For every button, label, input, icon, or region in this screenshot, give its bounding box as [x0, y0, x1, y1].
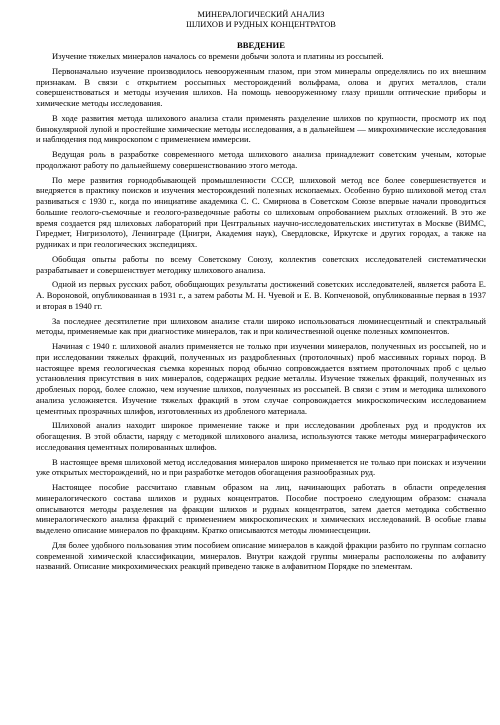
paragraph: Обобщая опыты работы по всему Советскому Союзу, коллектив советских исследователей систематически разрабатывает и совершенствует методику шлихового анализа.: [36, 253, 486, 275]
paragraph: За последнее десятилетие при шлиховом анализе стали широко использоваться люминесцентный и спектральный методы, применяемые как при диагностике минералов, так и при количественной оценке полезных компонентов.: [36, 315, 486, 337]
paragraph: Шлиховой анализ находит широкое применение также и при исследовании дробленых руд и продуктов их обогащения. В этой области, наряду с методикой шлихового анализа, используются также методы минераграфического исследования цементных полированных шлифов.: [36, 420, 486, 452]
paragraph: По мере развития горнодобывающей промышленности СССР, шлиховой метод все более совершенствуется и внедряется в практику поисков и изучения месторождений полезных ископаемых. Особенно бурно шлиховой метод стал развиваться с 1930 г., когда по инициативе академика С. С. Смирнова в Советском Союзе впервые начали проводиться большие геолого-съемочные и геолого-разведочные работы со шлиховым опробованием рыхлых отложений. В это же время создается ряд шлиховых лабораторий при Центральных научно-исследовательских институтах в Москве (ВИМС, Гиредмет, Нигризолото), Ленинграде (Цнигри, Академия наук), Свердловске, Иркутске и других городах, а также на рудниках и при геологических экспедициях.: [36, 174, 486, 249]
paragraph: Для более удобного пользования этим пособием описание минералов в каждой фракции разбито по группам согласно современной химической классификации, минералов. Внутри каждой группы минералы расположены по алфавиту названий. Описание микрохимических реакций приведено также в алфавитном Порядке по элементам.: [36, 539, 486, 572]
paragraph: В настоящее время шлиховой метод исследования минералов широко применяется не только при поисках и изучении уже открытых месторождений, но и при разработке методов обогащения разнообразных руд.: [36, 456, 486, 478]
paragraph: Первоначально изучение производилось невооруженным глазом, при этом минералы определялись по их внешним признакам. В связи с открытием россыпных месторождений вольфрама, олова и других металлов, стали совершенствоваться и методы изучения шлихов. На помощь невооруженному глазу пришли оптические приборы и химические методы исследования.: [36, 65, 486, 108]
paragraph: Одной из первых русских работ, обобщающих результаты достижений советских исследователей, является работа Е. А. Вороновой, опубликованная в 1931 г., а затем работы М. Н. Чуевой и Е. В. Копченовой, опубликованные первая в 1937 и вторая в 1940 гг.: [36, 279, 486, 311]
section-heading: ВВЕДЕНИЕ: [237, 40, 285, 50]
document-title-line-1: МИНЕРАЛОГИЧЕСКИЙ АНАЛИЗ: [197, 10, 325, 19]
document-title-line-2: ШЛИХОВ И РУДНЫХ КОНЦЕНТРАТОВ: [186, 20, 336, 29]
paragraph: Настоящее пособие рассчитано главным образом на лиц, начинающих работать в области определения минералогического состава шлихов и рудных концентратов. Пособие построено следующим образом: сначала описываются методы разделения на фракции шлихов и рудных концентратов, затем дается методика собственно минералогического анализа фракций с применением микроскопических и химических исследований. В особые главы выделено описание минералов по фракциям. Кратко описываются методы люминесценции.: [36, 482, 486, 535]
paragraph: Ведущая роль в разработке современного метода шлихового анализа принадлежит советским ученым, которые продолжают работу по дальнейшему совершенствованию этого метода.: [36, 149, 486, 170]
paragraph: В ходе развития метода шлихового анализа стали применять разделение шлихов по крупности, просмотр их под бинокулярной лупой и простейшие химические методы исследования, а в дальнейшем — микрохимические исследования и наблюдения под микроскопом с применением иммерсии.: [36, 112, 486, 145]
paragraph: Изучение тяжелых минералов началось со времени добычи золота и платины из россыпей.: [52, 51, 384, 61]
paragraph: Начиная с 1940 г. шлиховой анализ применяется не только при изучении минералов, полученных из россыпей, но и при исследовании тяжелых фракций, полученных из раздробленных (протолочных) проб массивных горных пород. В настоящее время геологическая съемка коренных пород обычно сопровождается взятием протолочных проб с целью установления присутствия в них минералов, содержащих редкие металлы. Изучение тяжелых фракций, полученных из дробленых пород, более сложно, чем изучение шлихов, полученных из россыпей. В связи с этим и методика шлихового анализа усложняется. Изучение тяжелых фракций в этом случае сопровождается микроскопическим исследованием цементных прозрачных шлифов, изготовленных из дробленого материала.: [36, 341, 486, 416]
